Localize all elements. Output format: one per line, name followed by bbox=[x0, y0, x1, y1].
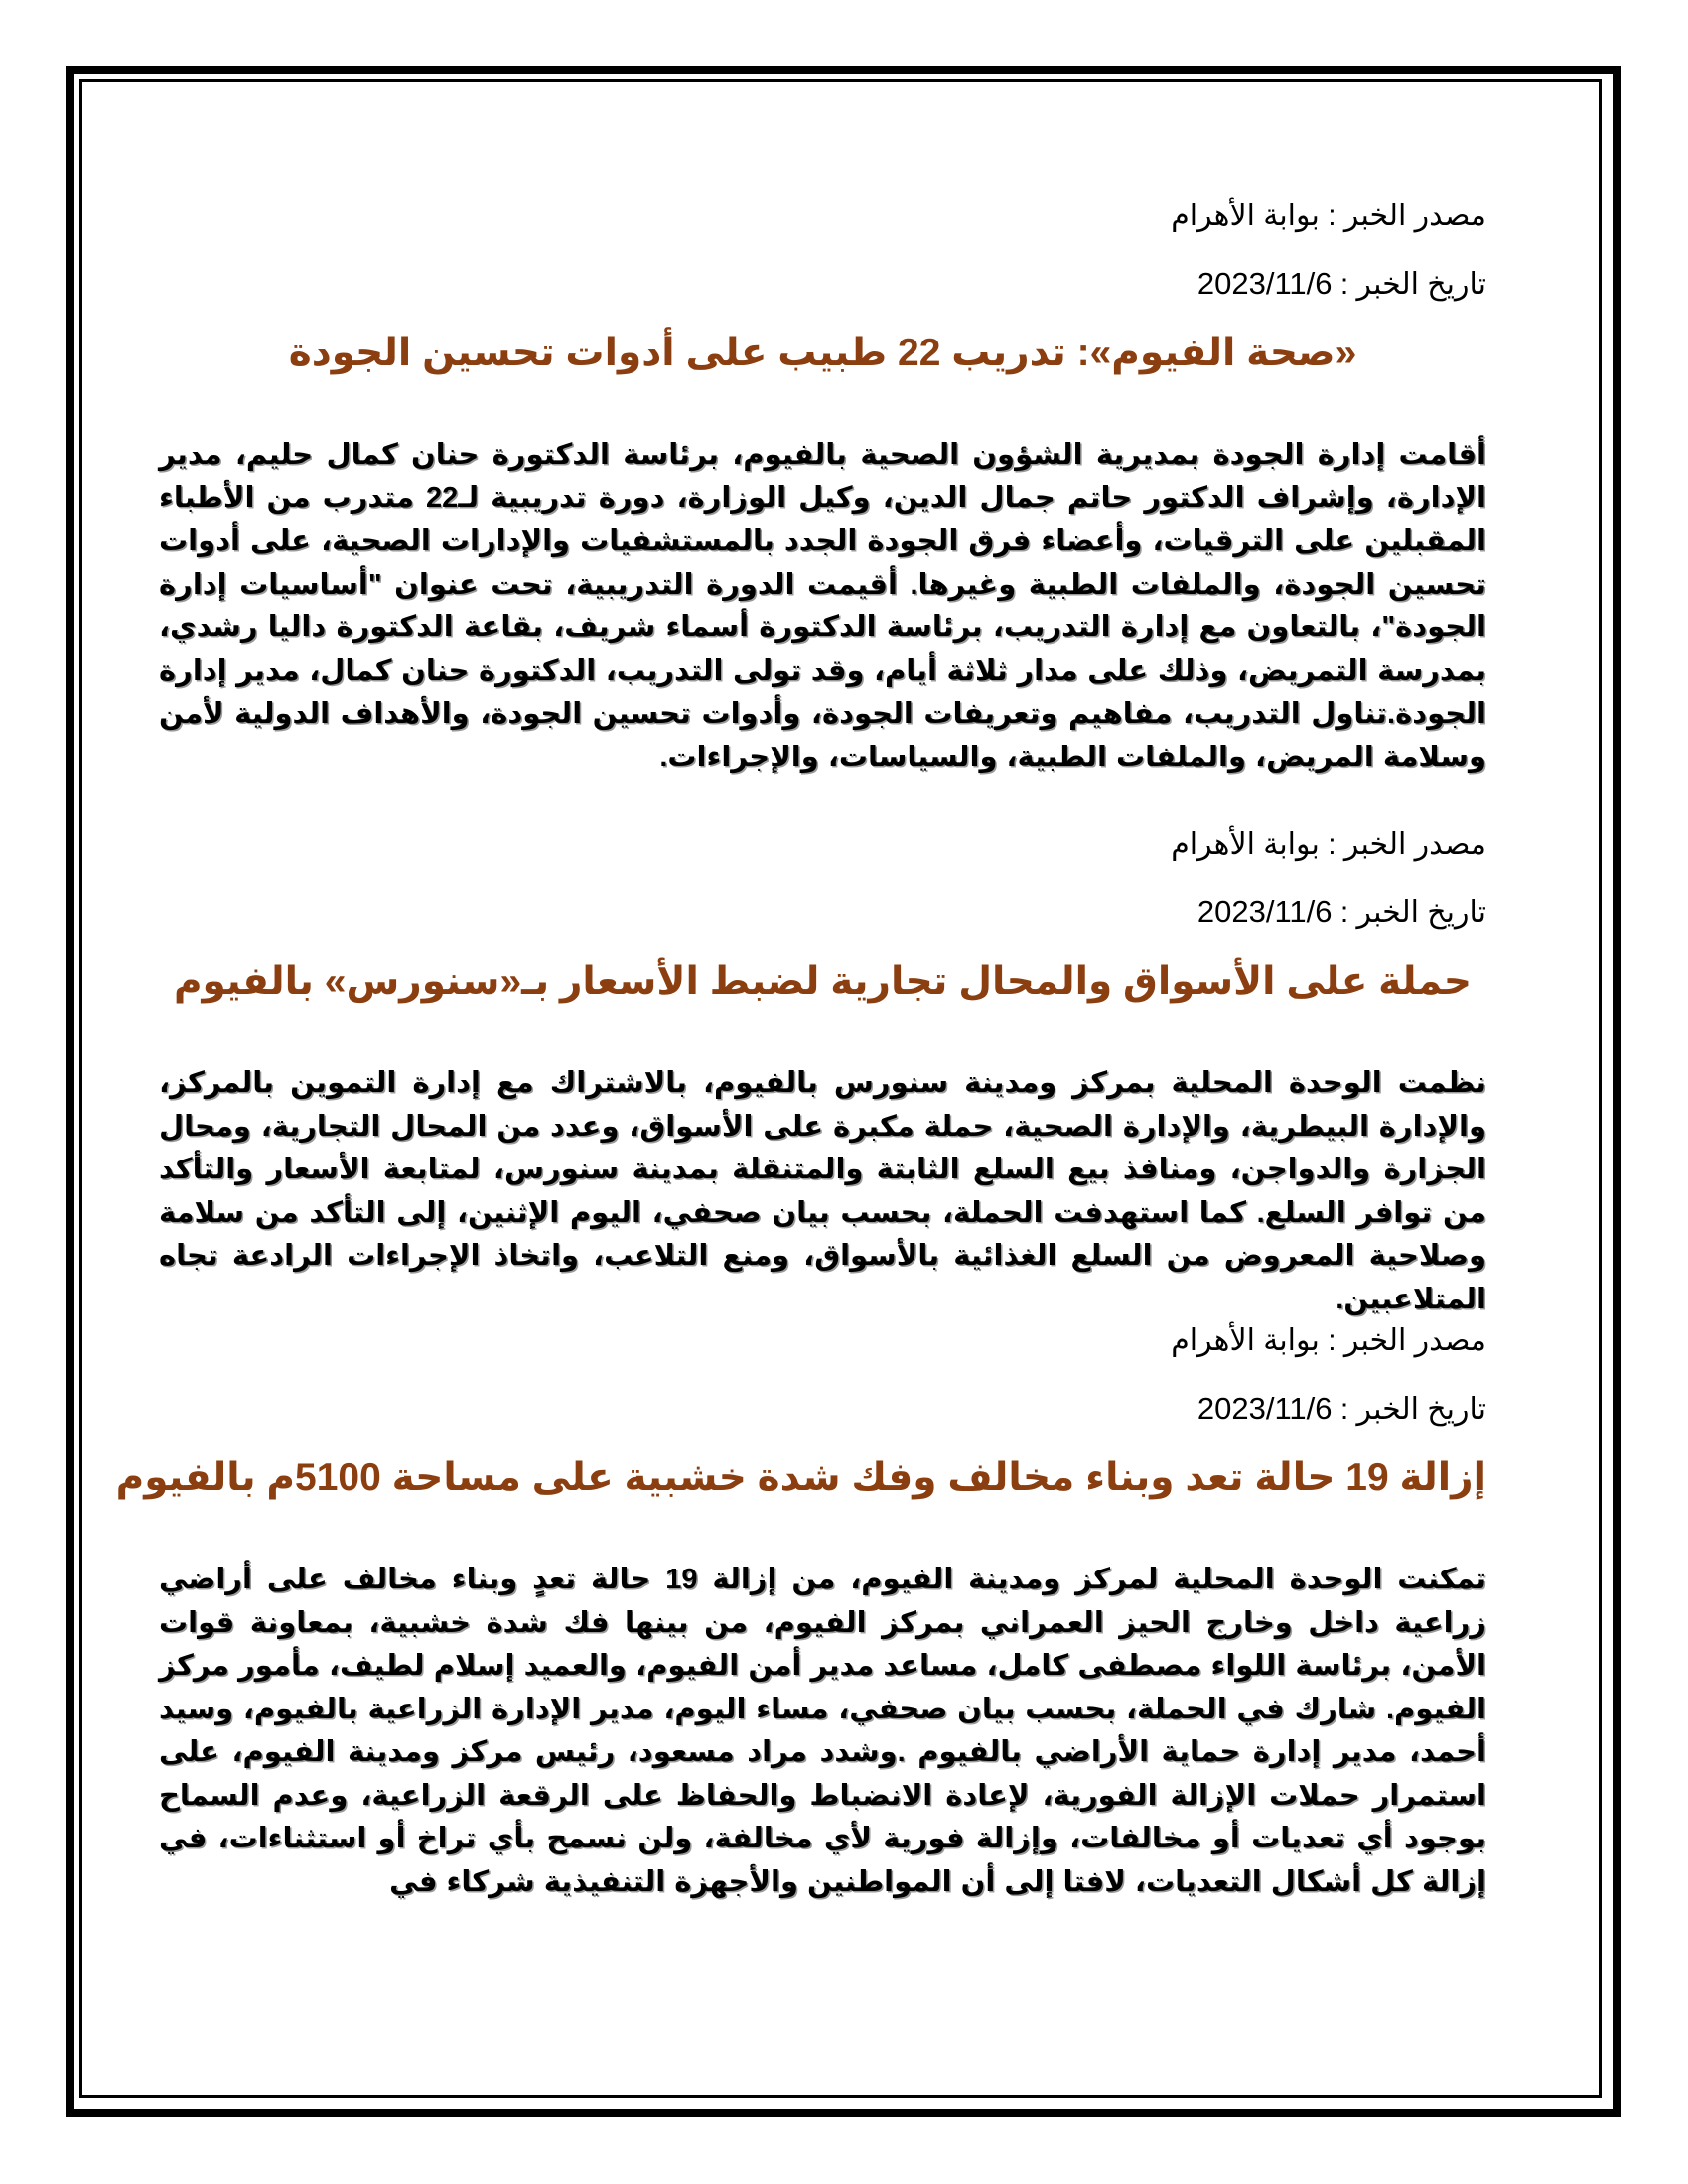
date-label: تاريخ الخبر bbox=[1356, 896, 1486, 929]
news-source: مصدر الخبر : بوابة الأهرام bbox=[1171, 828, 1486, 861]
date-value: 2023/11/6 bbox=[1196, 1391, 1333, 1426]
date-label: تاريخ الخبر bbox=[1356, 1393, 1486, 1426]
source-label: مصدر الخبر bbox=[1343, 200, 1486, 232]
article-3 bbox=[115, 1323, 1487, 1904]
news-source: مصدر الخبر : بوابة الأهرام bbox=[1171, 200, 1486, 232]
source-label: مصدر الخبر bbox=[1343, 1324, 1486, 1357]
date-value: 2023/11/6 bbox=[1196, 266, 1333, 301]
article-body: أقامت إدارة الجودة بمديرية الشؤون الصحية بالفيوم، برئاسة الدكتورة حنان كمال حليم، مدير الإدارة، وإشراف الدكتور حاتم جمال الدين، وكيل الوزارة، دورة تدريبية لـ22 متدرب من الأطباء المقبلين على الترقيات، وأعضاء فرق الجودة الجدد بالمستشفيات والإدارات الصحية، على أدوات تحسين الجودة، والملفات الطبية وغيرها. أقيمت الدورة التدريبية، تحت عنوان "أساسيات إدارة الجودة"، بالتعاون مع إدارة التدريب، برئاسة الدكتورة أسماء شريف، بقاعة الدكتورة داليا رشدي، بمدرسة التمريض، وذلك على مدار ثلاثة أيام، وقد تولى التدريب، الدكتورة حنان كمال، مدير إدارة الجودة.تناول التدريب، مفاهيم وتعريفات الجودة، وأدوات تحسين الجودة، والأهداف الدولية لأمن وسلامة المريض، والملفات الطبية، والسياسات، والإجراءات. bbox=[159, 439, 1486, 773]
article-body: نظمت الوحدة المحلية بمركز ومدينة سنورس بالفيوم، بالاشتراك مع إدارة التموين بالمركز، والإدارة البيطرية، والإدارة الصحية، حملة مكبرة على الأسواق، وعدد من المحال التجارية، ومحال الجزارة والدواجن، ومنافذ بيع السلع الثابتة والمتنقلة بمدينة سنورس، لمتابعة الأسعار والتأكد من توافر السلع. كما استهدفت الحملة، بحسب بيان صحفي، اليوم الإثنين، إلى التأكد من سلامة وصلاحية المعروض من السلع الغذائية بالأسواق، ومنع التلاعب، واتخاذ الإجراءات الرادعة تجاه المتلاعبين. bbox=[159, 1067, 1486, 1315]
article-body: تمكنت الوحدة المحلية لمركز ومدينة الفيوم، من إزالة 19 حالة تعدٍ وبناء مخالف على أراضي زراعية داخل وخارج الحيز العمراني بمركز الفيوم، من بينها فك شدة خشبية، بمعاونة قوات الأمن، برئاسة اللواء مصطفى كامل، مساعد مدير أمن الفيوم، والعميد إسلام لطيف، مأمور مركز الفيوم. شارك في الحملة، بحسب بيان صحفي، مساء اليوم، مدير الإدارة الزراعية بالفيوم، وسيد أحمد، مدير إدارة حماية الأراضي بالفيوم .وشدد مراد مسعود، رئيس مركز ومدينة الفيوم، على استمرار حملات الإزالة الفورية، لإعادة الانضباط والحفاظ على الرقعة الزراعية، وعدم السماح بوجود أي تعديات أو مخالفات، وإزالة فورية لأي مخالفة، ولن نسمح بأي تراخ أو استثناءات، في إزالة كل أشكال التعديات، لافتا إلى أن المواطنين والأجهزة التنفيذية شركاء في bbox=[159, 1564, 1487, 1898]
news-date: تاريخ الخبر : 2023/11/6 bbox=[1196, 1391, 1486, 1426]
date-label: تاريخ الخبر bbox=[1356, 268, 1486, 301]
source-value: بوابة الأهرام bbox=[1171, 828, 1320, 861]
source-value: بوابة الأهرام bbox=[1171, 1324, 1320, 1357]
article-title: «صحة الفيوم»: تدريب 22 طبيب على أدوات تحسين الجودة bbox=[288, 332, 1357, 374]
article-2 bbox=[159, 827, 1486, 1321]
source-value: بوابة الأهرام bbox=[1171, 200, 1320, 232]
article-title: إزالة 19 حالة تعد وبناء مخالف وفك شدة خشبية على مساحة 5100م بالفيوم bbox=[115, 1456, 1486, 1499]
source-label: مصدر الخبر bbox=[1343, 828, 1486, 861]
article-title: حملة على الأسواق والمحال تجارية لضبط الأسعار بـ«سنورس» بالفيوم bbox=[173, 960, 1473, 1003]
news-date: تاريخ الخبر : 2023/11/6 bbox=[1196, 894, 1486, 929]
news-date: تاريخ الخبر : 2023/11/6 bbox=[1196, 266, 1486, 301]
date-value: 2023/11/6 bbox=[1196, 894, 1333, 929]
article-1 bbox=[159, 199, 1486, 779]
news-source: مصدر الخبر : بوابة الأهرام bbox=[1171, 1324, 1486, 1357]
